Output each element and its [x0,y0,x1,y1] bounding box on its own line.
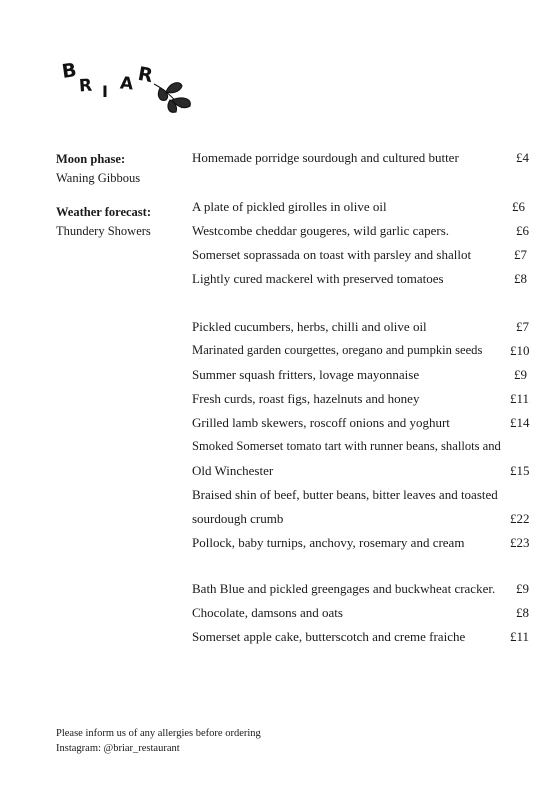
logo-letter: A [119,73,135,95]
moon-phase-label: Moon phase: [56,152,126,166]
dish-price: £8 [514,271,527,286]
dish-name: A plate of pickled girolles in olive oil [192,199,387,214]
dish-name: Fresh curds, roast figs, hazelnuts and honey [192,391,420,406]
menu-item [192,439,535,457]
dish-name: Chocolate, damsons and oats [192,605,343,620]
menu-item [192,511,535,529]
dish-name: Bath Blue and pickled greengages and buckwheat cracker. [192,581,496,596]
dish-price: £23 [510,535,530,550]
menu-item [192,319,535,337]
weather-block [56,203,151,241]
dish-name: Lightly cured mackerel with preserved tomatoes [192,271,444,286]
dish-price: £15 [510,463,530,478]
dish-price: £9 [516,581,529,596]
weather-value: Thundery Showers [56,224,151,238]
dish-name: Somerset apple cake, butterscotch and creme fraiche [192,629,466,644]
menu-item [192,271,535,289]
menu-item [192,629,535,647]
dish-price: £11 [510,629,530,644]
dish-name: Marinated garden courgettes, oregano and pumpkin seeds [192,343,483,357]
dish-name: Westcombe cheddar gougeres, wild garlic capers. [192,223,450,238]
dish-name: Old Winchester [192,463,274,478]
dish-name: Summer squash fritters, lovage mayonnaise [192,367,420,382]
dish-name: Smoked Somerset tomato tart with runner beans, shallots and [192,439,501,453]
menu-item [192,463,535,481]
dish-name: Somerset soprassada on toast with parsley and shallot [192,247,472,262]
logo-letter: I [102,82,108,101]
dish-price: £4 [516,150,529,165]
allergy-note: Please inform us of any allergies before ordering [56,728,261,739]
weather-label: Weather forecast: [56,205,151,219]
dish-name: Pollock, baby turnips, anchovy, rosemary and cream [192,535,465,550]
dish-price: £6 [516,223,529,238]
logo-letter: R [136,62,155,88]
menu-item [192,247,535,265]
dish-name: Grilled lamb skewers, roscoff onions and yoghurt [192,415,450,430]
dish-price: £14 [510,415,530,430]
briar-logo [60,58,195,118]
logo-letter: R [78,75,93,97]
dish-price: £7 [514,247,527,262]
menu-item [192,581,535,599]
menu-item [192,391,535,409]
dish-name: Braised shin of beef, butter beans, bitter leaves and toasted [192,487,498,502]
moon-phase-block [56,150,140,188]
dish-price: £9 [514,367,527,382]
dish-price: £11 [510,391,530,406]
dish-price: £6 [512,199,525,214]
menu-item [192,343,535,361]
menu-item [192,487,535,505]
menu-item [192,367,535,385]
instagram-handle: Instagram: @briar_restaurant [56,743,180,754]
footer [56,726,261,756]
dish-price: £10 [510,343,530,358]
menu-item [192,605,535,623]
dish-price: £8 [516,605,529,620]
menu-item [192,223,535,241]
menu-item [192,199,535,217]
dish-name: sourdough crumb [192,511,284,526]
dish-name: Homemade porridge sourdough and cultured butter [192,150,459,165]
dish-name: Pickled cucumbers, herbs, chilli and olive oil [192,319,427,334]
dish-price: £22 [510,511,530,526]
menu-item [192,535,535,553]
leaf-sprig-icon [152,78,194,116]
menu-item [192,415,535,433]
moon-phase-value: Waning Gibbous [56,171,141,185]
dish-price: £7 [516,319,529,334]
menu-item [192,150,535,168]
logo-letter: B [60,59,78,83]
